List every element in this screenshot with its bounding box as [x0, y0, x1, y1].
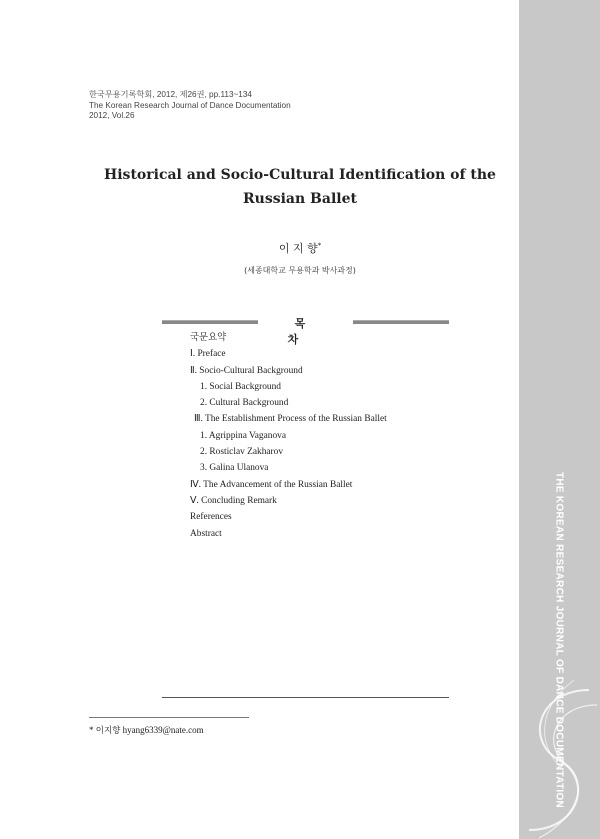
sidebar-journal-name: THE KOREAN RESEARCH JOURNAL OF DANCE DOCUMENTATION: [553, 471, 565, 809]
author: [200, 240, 400, 256]
toc-item: 1. Social Background: [200, 381, 281, 392]
journal-header-line-volume: 2012, Vol.26: [89, 111, 135, 120]
toc-heading: 목 차: [287, 317, 320, 346]
author-footnote-mark: *: [317, 241, 322, 250]
journal-header-line-english: The Korean Research Journal of Dance Documentation: [89, 100, 291, 110]
toc-item: 2. Cultural Background: [200, 398, 289, 409]
paper-title-line-1: Historical and Socio-Cultural Identification of the: [104, 167, 496, 183]
toc-item: Ⅴ. Concluding Remark: [190, 495, 277, 506]
journal-header-line-korean: 한국무용기록학회, 2012, 제26권, pp.113~134: [89, 90, 252, 99]
footnote-mark: *: [89, 725, 94, 735]
toc-item: 3. Galina Ulanova: [200, 463, 269, 474]
toc-item: 1. Agrippina Vaganova: [200, 430, 287, 441]
paper-title: [100, 163, 500, 211]
toc-item: References: [190, 512, 232, 523]
footnote: [89, 724, 204, 736]
toc-rule-left: [162, 320, 258, 324]
paper-title-line-2: Russian Ballet: [243, 191, 357, 207]
table-of-contents: [190, 330, 387, 542]
toc-item: Ⅳ. The Advancement of the Russian Ballet: [190, 479, 353, 490]
journal-header: [89, 90, 291, 122]
content-divider: [162, 697, 449, 698]
author-affiliation: (세종대학교 무용학과 박사과정): [244, 266, 356, 275]
author-name: 이 지 향: [278, 242, 318, 255]
toc-item: Abstract: [190, 528, 222, 539]
footnote-author-name: 이지향: [95, 726, 121, 736]
toc-item: Ⅱ. Socio-Cultural Background: [190, 365, 303, 376]
toc-rule-right: [353, 320, 449, 324]
footnote-email: hyang6339@nate.com: [122, 725, 204, 735]
toc-item: 국문요약: [190, 333, 227, 343]
toc-item: 2. Rosticlav Zakharov: [200, 447, 284, 458]
footnote-divider: [89, 717, 249, 718]
toc-item: Ⅲ. The Establishment Process of the Russian Ballet: [194, 414, 387, 425]
toc-item: Ⅰ. Preface: [190, 349, 226, 360]
